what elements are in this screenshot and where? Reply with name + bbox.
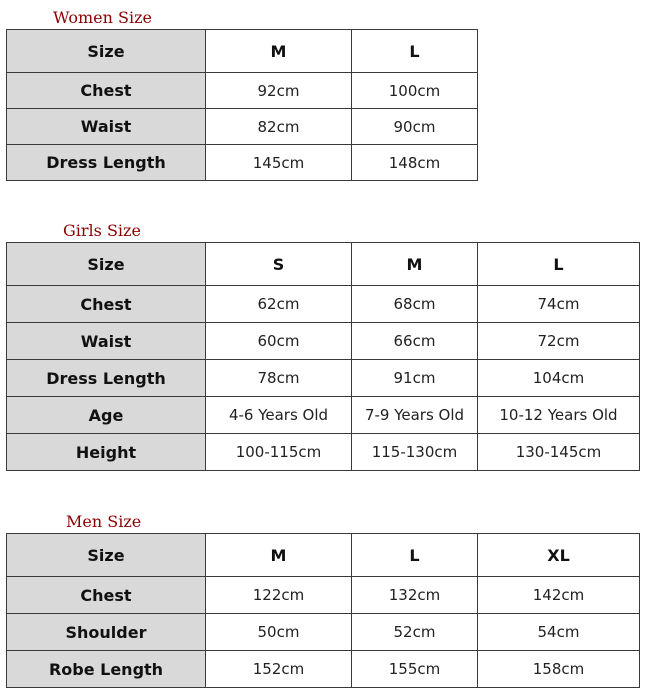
table-cell: 142cm	[478, 577, 640, 614]
row-label: Robe Length	[7, 651, 206, 688]
table-cell: 152cm	[206, 651, 352, 688]
row-label: Shoulder	[7, 614, 206, 651]
table-cell: 66cm	[352, 323, 478, 360]
row-label: Dress Length	[7, 145, 206, 181]
table-cell: 74cm	[478, 286, 640, 323]
table-header-row	[7, 243, 640, 286]
table-row	[7, 323, 640, 360]
table-cell: 68cm	[352, 286, 478, 323]
table-cell: 10-12 Years Old	[478, 397, 640, 434]
row-label: Waist	[7, 109, 206, 145]
table-cell: 132cm	[352, 577, 478, 614]
table-header-row	[7, 534, 640, 577]
table-cell: 104cm	[478, 360, 640, 397]
table-cell: 90cm	[352, 109, 478, 145]
table-row	[7, 434, 640, 471]
men-size-table	[6, 533, 640, 688]
table-row	[7, 651, 640, 688]
header-cell: M	[206, 30, 352, 73]
table-cell: 72cm	[478, 323, 640, 360]
table-cell: 82cm	[206, 109, 352, 145]
table-cell: 100cm	[352, 73, 478, 109]
header-cell: Size	[7, 243, 206, 286]
men-size-title: Men Size	[66, 512, 142, 531]
table-cell: 60cm	[206, 323, 352, 360]
header-cell: S	[206, 243, 352, 286]
table-row	[7, 397, 640, 434]
table-cell: 130-145cm	[478, 434, 640, 471]
table-cell: 4-6 Years Old	[206, 397, 352, 434]
table-cell: 92cm	[206, 73, 352, 109]
table-cell: 148cm	[352, 145, 478, 181]
table-cell: 158cm	[478, 651, 640, 688]
table-cell: 54cm	[478, 614, 640, 651]
table-row	[7, 614, 640, 651]
row-label: Age	[7, 397, 206, 434]
header-cell: L	[478, 243, 640, 286]
table-cell: 52cm	[352, 614, 478, 651]
table-cell: 155cm	[352, 651, 478, 688]
table-cell: 7-9 Years Old	[352, 397, 478, 434]
row-label: Dress Length	[7, 360, 206, 397]
row-label: Height	[7, 434, 206, 471]
header-cell: L	[352, 30, 478, 73]
row-label: Chest	[7, 73, 206, 109]
table-cell: 62cm	[206, 286, 352, 323]
girls-size-table	[6, 242, 640, 471]
women-size-table	[6, 29, 478, 181]
table-row	[7, 577, 640, 614]
table-row	[7, 145, 478, 181]
table-cell: 115-130cm	[352, 434, 478, 471]
row-label: Chest	[7, 577, 206, 614]
table-cell: 50cm	[206, 614, 352, 651]
header-cell: XL	[478, 534, 640, 577]
header-cell: L	[352, 534, 478, 577]
header-cell: M	[206, 534, 352, 577]
table-row	[7, 286, 640, 323]
table-cell: 145cm	[206, 145, 352, 181]
table-cell: 91cm	[352, 360, 478, 397]
girls-size-title: Girls Size	[63, 221, 141, 240]
table-cell: 122cm	[206, 577, 352, 614]
table-header-row	[7, 30, 478, 73]
table-row	[7, 109, 478, 145]
table-row	[7, 360, 640, 397]
table-cell: 78cm	[206, 360, 352, 397]
row-label: Waist	[7, 323, 206, 360]
women-size-title: Women Size	[53, 8, 152, 27]
header-cell: Size	[7, 30, 206, 73]
header-cell: Size	[7, 534, 206, 577]
table-row	[7, 73, 478, 109]
row-label: Chest	[7, 286, 206, 323]
table-cell: 100-115cm	[206, 434, 352, 471]
header-cell: M	[352, 243, 478, 286]
